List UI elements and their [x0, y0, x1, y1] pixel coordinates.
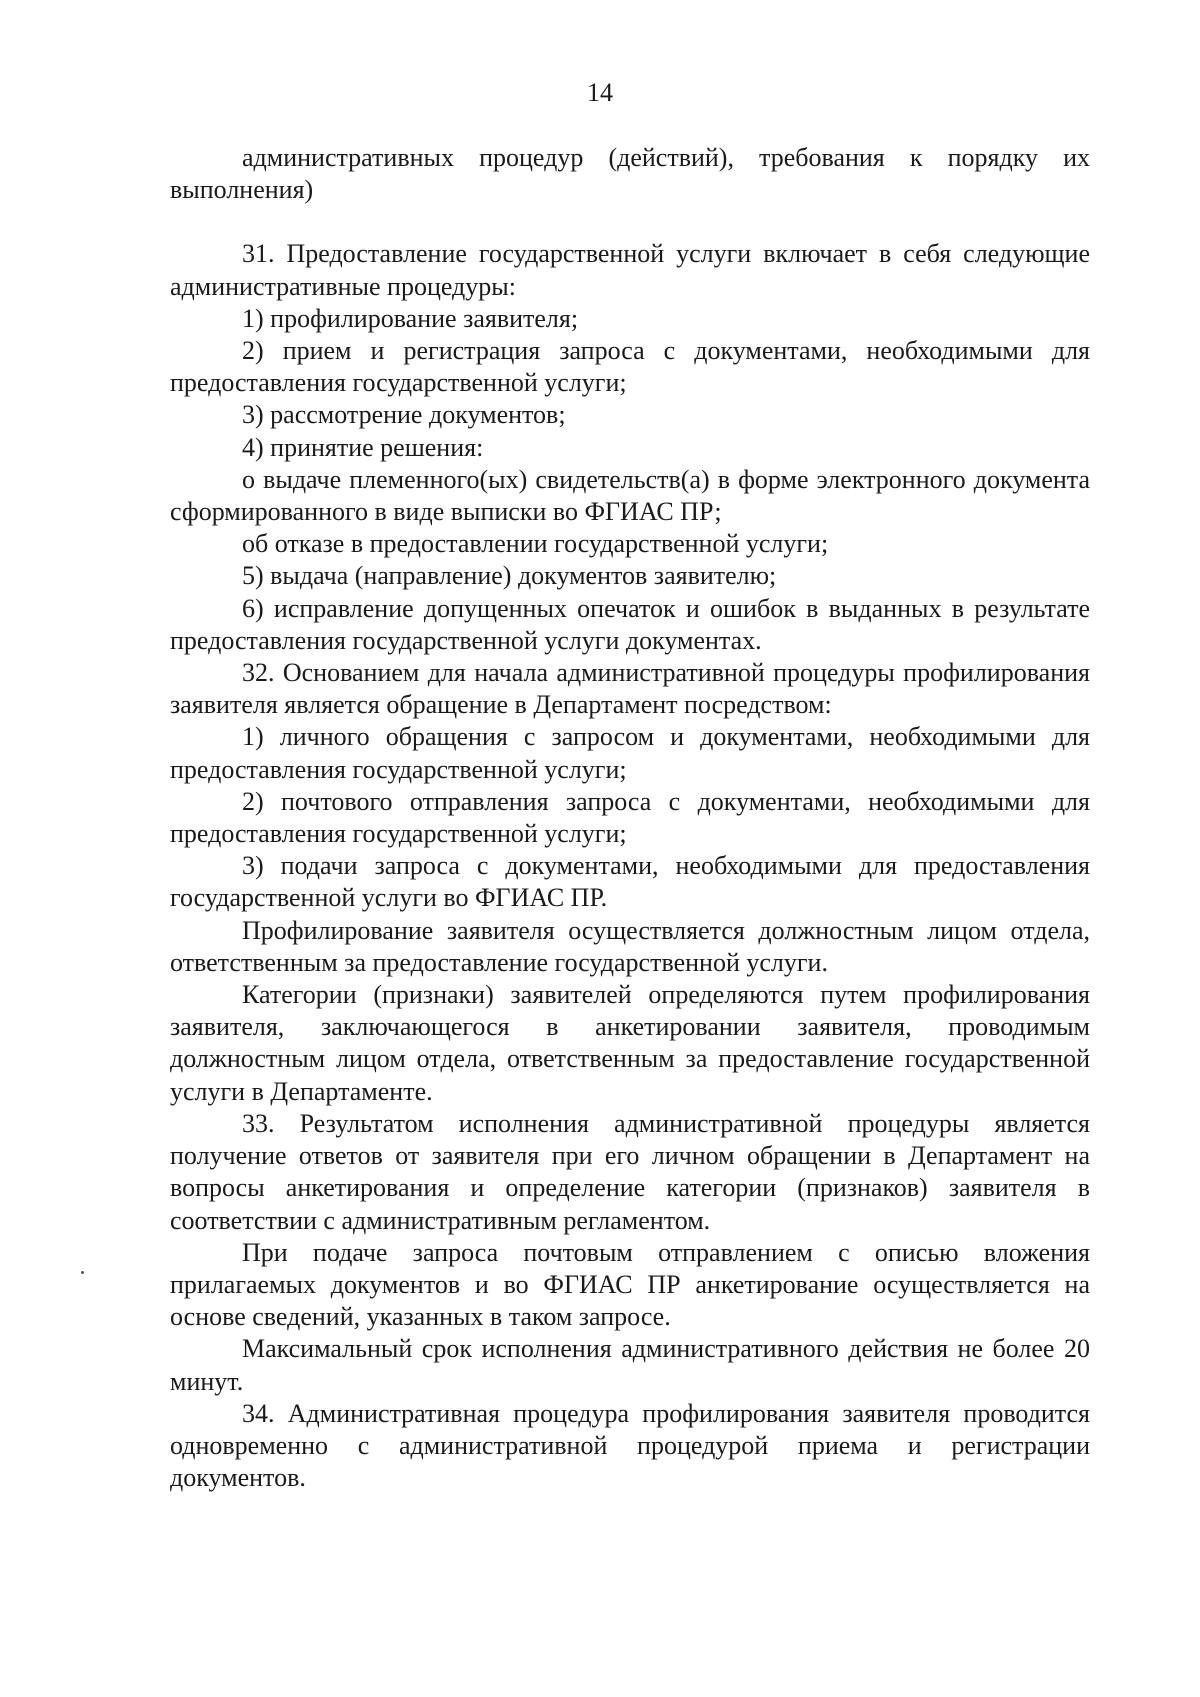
list-subitem-refusal: об отказе в предоставлении государственной услуги;	[242, 529, 829, 559]
list-item-31-2: 2) прием и регистрация запроса с документами, необходимыми для предоставления государственной услуги;	[170, 336, 1090, 398]
scan-speck	[81, 1271, 84, 1274]
paragraph-31: 31. Предоставление государственной услуги включает в себя следующие административные процедуры:	[170, 239, 1090, 301]
paragraph-32: 32. Основанием для начала административной процедуры профилирования заявителя является обращение в Департамент посредством:	[170, 658, 1090, 720]
paragraph-profiling-officer: Профилирование заявителя осуществляется должностным лицом отдела, ответственным за предоставление государственной услуги.	[170, 915, 1090, 977]
list-item-31-6: 6) исправление допущенных опечаток и ошибок в выданных в результате предоставления государственной услуги документах.	[170, 593, 1090, 655]
paragraph-33: 33. Результатом исполнения административной процедуры является получение ответов от заявителя при его личном обращении в Департамент на вопросы анкетирования и определение категории (признаков) заявителя в соответствии с административным регламентом.	[170, 1108, 1090, 1235]
list-subitem-issue-certificate: о выдаче племенного(ых) свидетельств(а) в форме электронного документа сформированного в виде выписки во ФГИАС ПР;	[170, 464, 1090, 527]
paragraph-applicant-categories: Категории (признаки) заявителей определяются путем профилирования заявителя, заключающегося в анкетировании заявителя, проводимым должностным лицом отдела, ответственным за предоставление государственной услуги в Департаменте.	[170, 980, 1090, 1106]
list-item-32-1: 1) личного обращения с запросом и документами, необходимыми для предоставления государственной услуги;	[170, 722, 1090, 784]
paragraph-34: 34. Административная процедура профилирования заявителя проводится одновременно с административной процедурой приема и регистрации документов.	[170, 1398, 1090, 1493]
list-item-31-3: 3) рассмотрение документов;	[242, 400, 566, 430]
paragraph-max-duration: Максимальный срок исполнения административного действия не более 20 минут.	[170, 1334, 1090, 1396]
page-number: 14	[587, 78, 613, 107]
paragraph-postal-request: При подаче запроса почтовым отправлением с описью вложения прилагаемых документов и во ФГИАС ПР анкетирование осуществляется на основе сведений, указанных в таком запросе.	[170, 1237, 1090, 1332]
paragraph-heading-continuation: административных процедур (действий), требования к порядку их выполнения)	[170, 143, 1090, 205]
list-item-31-1: 1) профилирование заявителя;	[242, 303, 579, 333]
list-item-31-5: 5) выдача (направление) документов заявителю;	[242, 561, 777, 591]
list-item-32-2: 2) почтового отправления запроса с документами, необходимыми для предоставления государственной услуги;	[170, 786, 1090, 849]
list-item-31-4: 4) принятие решения:	[242, 432, 484, 462]
document-body	[170, 142, 1090, 1494]
list-item-32-3: 3) подачи запроса с документами, необходимыми для предоставления государственной услуги во ФГИАС ПР.	[170, 851, 1090, 913]
